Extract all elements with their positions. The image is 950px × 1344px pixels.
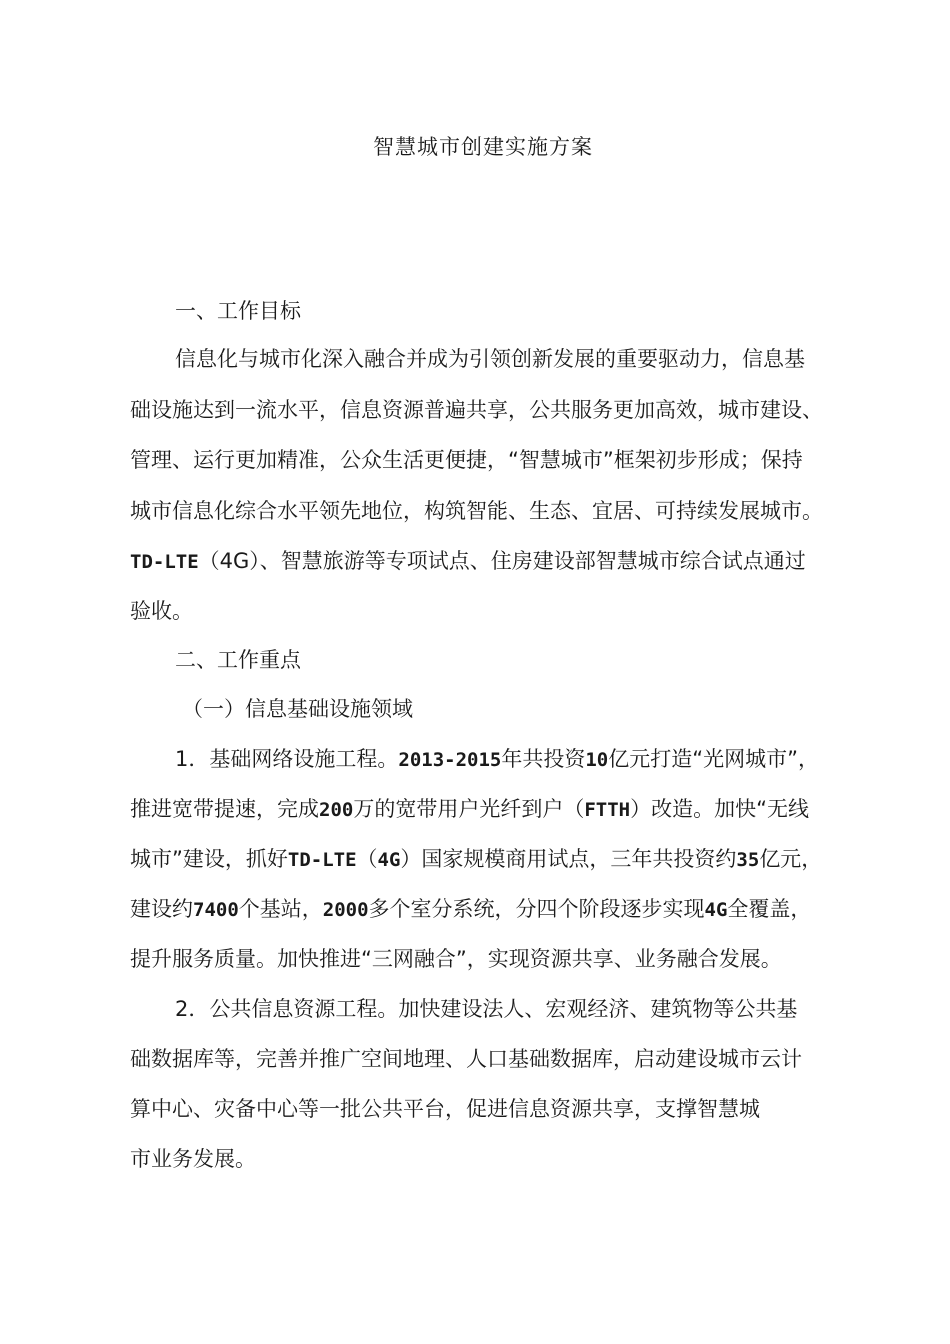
section-heading-work-focus: 二、工作重点: [175, 648, 301, 672]
text-run: 个基站，: [238, 897, 323, 921]
text-run: ）改造。加快“无线: [630, 797, 809, 821]
paragraph-line: 提升服务质量。加快推进“三网融合”，实现资源共享、业务融合发展。: [130, 947, 782, 971]
text-run: 多个室分系统，分四个阶段逐步实现: [368, 897, 705, 921]
text-run: 4G: [377, 849, 401, 871]
text-run: 万的宽带用户光纤到户（: [353, 797, 585, 821]
text-run: 2000: [322, 899, 369, 921]
text-run: TD-LTE: [287, 849, 357, 871]
paragraph-line: 算中心、灾备中心等一批公共平台，促进信息资源共享，支撑智慧城: [130, 1097, 760, 1121]
text-run: 1．基础网络设施工程。: [175, 747, 399, 771]
text-run: 200: [319, 799, 354, 821]
text-run: 年共投资: [501, 747, 586, 771]
text-run: 35: [736, 849, 760, 871]
text-run: 建设约: [130, 897, 193, 921]
text-run: 亿元，: [759, 847, 823, 871]
text-run: FTTH: [584, 799, 631, 821]
paragraph-line: 市业务发展。: [130, 1147, 256, 1171]
paragraph-line: 础设施达到一流水平，信息资源普遍共享，公共服务更加高效，城市建设、: [130, 398, 823, 422]
text-run: 亿元打造“光网城市”，: [608, 747, 819, 771]
section-heading-work-goals: 一、工作目标: [175, 299, 301, 323]
paragraph-line: [130, 844, 822, 875]
subsection-heading: （一）信息基础设施领域: [182, 697, 413, 721]
paragraph-line: [130, 546, 806, 577]
text-run: TD-LTE: [130, 551, 199, 573]
text-run: ）国家规模商用试点，三年共投资约: [400, 847, 737, 871]
paragraph-line: [130, 794, 809, 825]
paragraph-line: 2．公共信息资源工程。加快建设法人、宏观经济、建筑物等公共基: [175, 997, 798, 1021]
document-title: 智慧城市创建实施方案: [373, 135, 593, 159]
text-run: 7400: [193, 899, 239, 921]
text-run: 10: [585, 749, 609, 771]
paragraph-line: 验收。: [130, 599, 193, 623]
paragraph-line: 础数据库等，完善并推广空间地理、人口基础数据库，启动建设城市云计: [130, 1047, 802, 1071]
paragraph-line: 信息化与城市化深入融合并成为引领创新发展的重要驱动力，信息基: [175, 347, 805, 371]
text-run: 全覆盖，: [727, 897, 812, 921]
text-run: 推进宽带提速，完成: [130, 797, 319, 821]
text-run: 4G: [704, 899, 728, 921]
paragraph-line: [130, 894, 811, 925]
paragraph-line: 管理、运行更加精准，公众生活更便捷，“智慧城市”框架初步形成；保持: [130, 448, 803, 472]
text-run: 城市”建设，抓好: [130, 847, 288, 871]
paragraph-line: 城市信息化综合水平领先地位，构筑智能、生态、宜居、可持续发展城市。: [130, 499, 823, 523]
text-run: （4G）、智慧旅游等专项试点、住房建设部智慧城市综合试点通过: [198, 549, 806, 573]
text-run: （: [356, 847, 378, 871]
text-run: 2013-2015: [398, 749, 502, 771]
paragraph-line: [175, 744, 819, 775]
